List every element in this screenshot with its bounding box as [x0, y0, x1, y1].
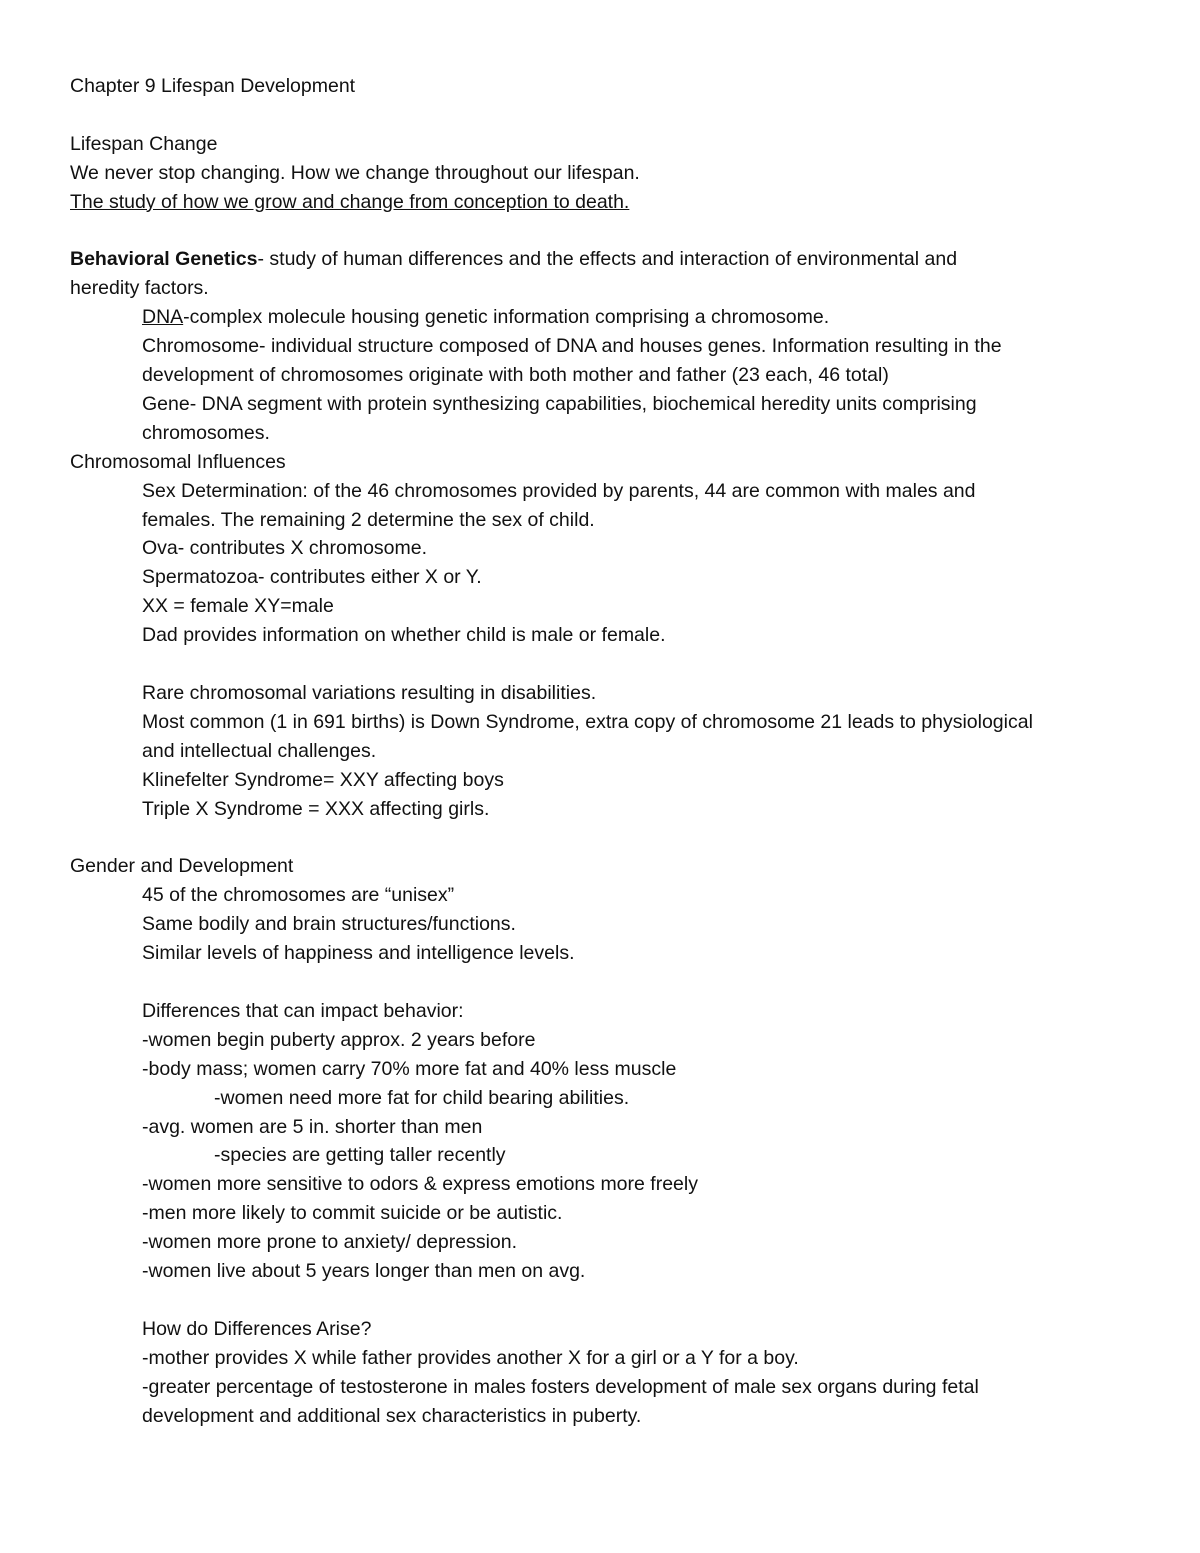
- spacer: [70, 650, 1160, 679]
- chromosomal-heading: Chromosomal Influences: [70, 450, 286, 473]
- chromosome-definition: Chromosome- individual structure composed of DNA and houses genes. Information resulting in the: [142, 335, 1002, 358]
- gender-heading: Gender and Development: [70, 855, 294, 878]
- dna-desc: -complex molecule housing genetic information comprising a chromosome.: [183, 306, 830, 329]
- rare-variation-line: Triple X Syndrome = XXX affecting girls.: [142, 797, 490, 820]
- rare-variation-line: and intellectual challenges.: [142, 739, 377, 762]
- spacer: [70, 824, 1160, 853]
- genetics-definition: [70, 245, 1160, 274]
- gender-line: Same bodily and brain structures/functions.: [142, 913, 516, 936]
- gene-definition: Gene- DNA segment with protein synthesizing capabilities, biochemical heredity units comprising: [142, 392, 977, 415]
- genetics-term: Behavioral Genetics: [70, 248, 258, 271]
- chromosomal-line: females. The remaining 2 determine the sex of child.: [142, 508, 595, 531]
- document-page: [70, 72, 1160, 1431]
- difference-item: -women live about 5 years longer than men on avg.: [142, 1260, 586, 1283]
- chromosome-definition-cont: development of chromosomes originate with both mother and father (23 each, 46 total): [142, 364, 889, 387]
- difference-item: -men more likely to commit suicide or be autistic.: [142, 1202, 563, 1225]
- document-title: Chapter 9 Lifespan Development: [70, 75, 356, 97]
- lifespan-definition: The study of how we grow and change from conception to death.: [70, 190, 630, 213]
- difference-item: -women begin puberty approx. 2 years before: [142, 1028, 536, 1051]
- difference-subitem: -women need more fat for child bearing abilities.: [214, 1086, 630, 1109]
- arise-item: -mother provides X while father provides another X for a girl or a Y for a boy.: [142, 1346, 799, 1369]
- genetics-desc: - study of human differences and the effects and interaction of environmental and: [257, 248, 958, 271]
- chromosomal-line: Ova- contributes X chromosome.: [142, 537, 428, 560]
- difference-item: -women more sensitive to odors & express emotions more freely: [142, 1173, 698, 1196]
- chromosomal-line: Spermatozoa- contributes either X or Y.: [142, 566, 482, 589]
- difference-item: -body mass; women carry 70% more fat and 40% less muscle: [142, 1057, 677, 1080]
- arise-item-cont: development and additional sex characteristics in puberty.: [142, 1404, 642, 1427]
- rare-variation-line: Klinefelter Syndrome= XXY affecting boys: [142, 768, 504, 791]
- spacer: [70, 217, 1160, 246]
- gender-line: Similar levels of happiness and intelligence levels.: [142, 942, 575, 965]
- difference-item: -women more prone to anxiety/ depression.: [142, 1231, 518, 1254]
- difference-item: -avg. women are 5 in. shorter than men: [142, 1115, 483, 1138]
- genetics-desc-cont: heredity factors.: [70, 277, 209, 300]
- rare-variation-line: Most common (1 in 691 births) is Down Syndrome, extra copy of chromosome 21 leads to physiological: [142, 710, 1033, 733]
- lifespan-text: We never stop changing. How we change throughout our lifespan.: [70, 161, 640, 184]
- spacer: [70, 101, 1160, 130]
- dna-definition: [70, 303, 1160, 332]
- chromosomal-line: Sex Determination: of the 46 chromosomes provided by parents, 44 are common with males and: [142, 479, 976, 502]
- spacer: [70, 968, 1160, 997]
- spacer: [70, 1286, 1160, 1315]
- differences-heading: Differences that can impact behavior:: [142, 999, 464, 1022]
- difference-subitem: -species are getting taller recently: [214, 1144, 506, 1167]
- gene-definition-cont: chromosomes.: [142, 421, 270, 444]
- arise-item: -greater percentage of testosterone in males fosters development of male sex organs during fetal: [142, 1375, 979, 1398]
- gender-line: 45 of the chromosomes are “unisex”: [142, 884, 455, 907]
- lifespan-heading: Lifespan Change: [70, 132, 218, 155]
- chromosomal-line: XX = female XY=male: [142, 595, 334, 618]
- chromosomal-line: Dad provides information on whether child is male or female.: [142, 624, 666, 647]
- rare-variation-line: Rare chromosomal variations resulting in disabilities.: [142, 681, 597, 704]
- dna-term: DNA: [142, 306, 184, 329]
- arise-heading: How do Differences Arise?: [142, 1317, 372, 1340]
